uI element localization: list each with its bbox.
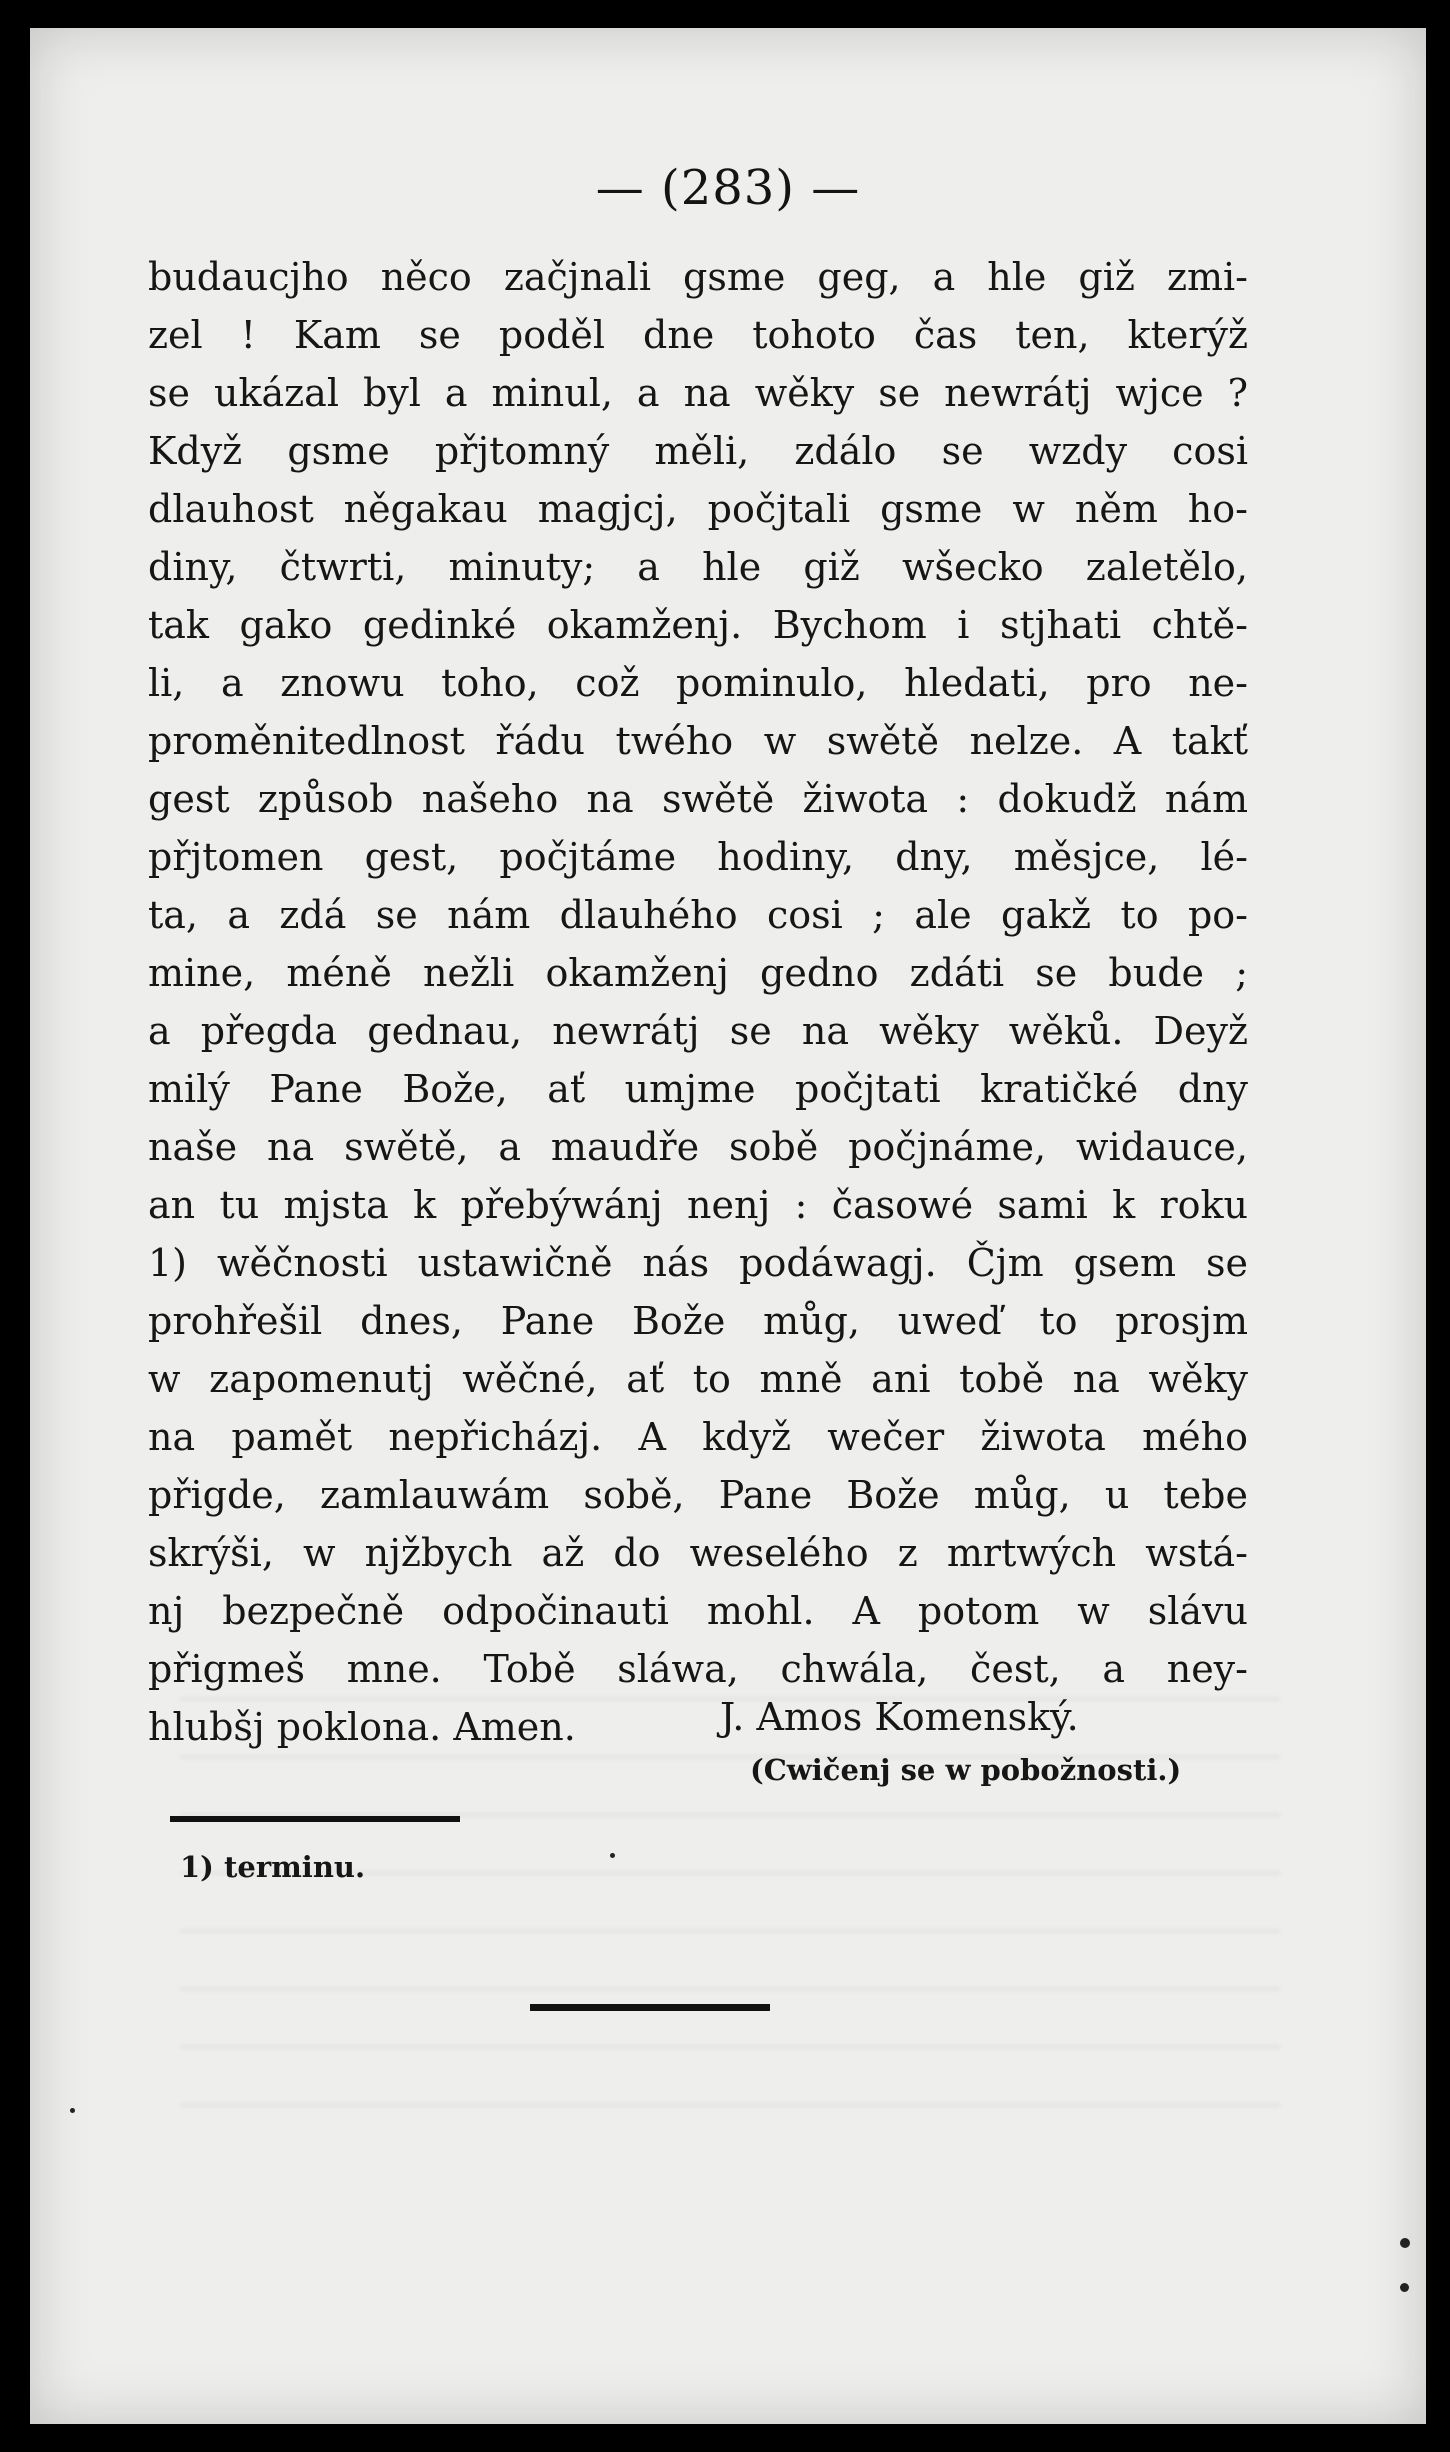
- text-line: zel ! Kam se poděl dne tohoto čas ten, kterýž: [148, 313, 1248, 357]
- text-line: mine, méně nežli okamženj gedno zdáti se bude ;: [148, 951, 1248, 995]
- author-signature: J. Amos Komenský.: [720, 1695, 1079, 1739]
- book-page: [30, 28, 1426, 2424]
- text-line: se ukázal byl a minul, a na wěky se newrátj wjce ?: [148, 371, 1248, 415]
- text-line: a přegda gednau, newrátj se na wěky wěků. Deyž: [148, 1009, 1248, 1053]
- text-line: 1) wěčnosti ustawičně nás podáwagj. Čjm gsem se: [148, 1241, 1248, 1285]
- text-line: přigmeš mne. Tobě sláwa, chwála, čest, a ney-: [148, 1647, 1248, 1691]
- text-line: přigde, zamlauwám sobě, Pane Bože můg, u tebe: [148, 1473, 1248, 1517]
- text-line: Když gsme přjtomný měli, zdálo se wzdy cosi: [148, 429, 1248, 473]
- text-line: w zapomenutj wěčné, ať to mně ani tobě na wěky: [148, 1357, 1248, 1401]
- text-line: prohřešil dnes, Pane Bože můg, uweď to prosjm: [148, 1299, 1248, 1343]
- text-line: na pamět nepřicházj. A když wečer žiwota mého: [148, 1415, 1248, 1459]
- page-number-header: — (283) —: [595, 160, 861, 216]
- text-line: milý Pane Bože, ať umjme počjtati kratičké dny: [148, 1067, 1248, 1111]
- text-line: naše na swětě, a maudře sobě počjnáme, widauce,: [148, 1125, 1248, 1169]
- text-line: skrýši, w njžbych až do weselého z mrtwých wstá-: [148, 1531, 1248, 1575]
- text-line: tak gako gedinké okamženj. Bychom i stjhati chtě-: [148, 603, 1248, 647]
- body-text: [148, 248, 1248, 1756]
- text-line-last: hlubšj poklona. Amen.: [148, 1705, 576, 1749]
- footnote-divider: [170, 1816, 460, 1822]
- text-line: dlauhost něgakau magjcj, počjtali gsme w něm ho-: [148, 487, 1248, 531]
- ink-speck: [610, 1853, 615, 1858]
- text-line: ta, a zdá se nám dlauhého cosi ; ale gakž to po-: [148, 893, 1248, 937]
- ink-speck: [70, 2108, 75, 2113]
- text-line: nj bezpečně odpočinauti mohl. A potom w slávu: [148, 1589, 1248, 1633]
- end-divider: [530, 2004, 770, 2011]
- text-line: gest způsob našeho na swětě žiwota : dokudž nám: [148, 777, 1248, 821]
- ink-speck: [1400, 2238, 1410, 2248]
- text-line: přjtomen gest, počjtáme hodiny, dny, měsjce, lé-: [148, 835, 1248, 879]
- ink-speck: [1400, 2283, 1409, 2292]
- text-line: proměnitedlnost řádu twého w swětě nelze. A takť: [148, 719, 1248, 763]
- source-citation: (Cwičenj se w pobožnosti.): [750, 1753, 1182, 1787]
- footnote: 1) terminu.: [180, 1850, 366, 1884]
- text-line: budaucjho něco začjnali gsme geg, a hle giž zmi-: [148, 255, 1248, 299]
- text-line: li, a znowu toho, což pominulo, hledati, pro ne-: [148, 661, 1248, 705]
- text-line: diny, čtwrti, minuty; a hle giž wšecko zaletělo,: [148, 545, 1248, 589]
- text-line: an tu mjsta k přebýwánj nenj : časowé sami k roku: [148, 1183, 1248, 1227]
